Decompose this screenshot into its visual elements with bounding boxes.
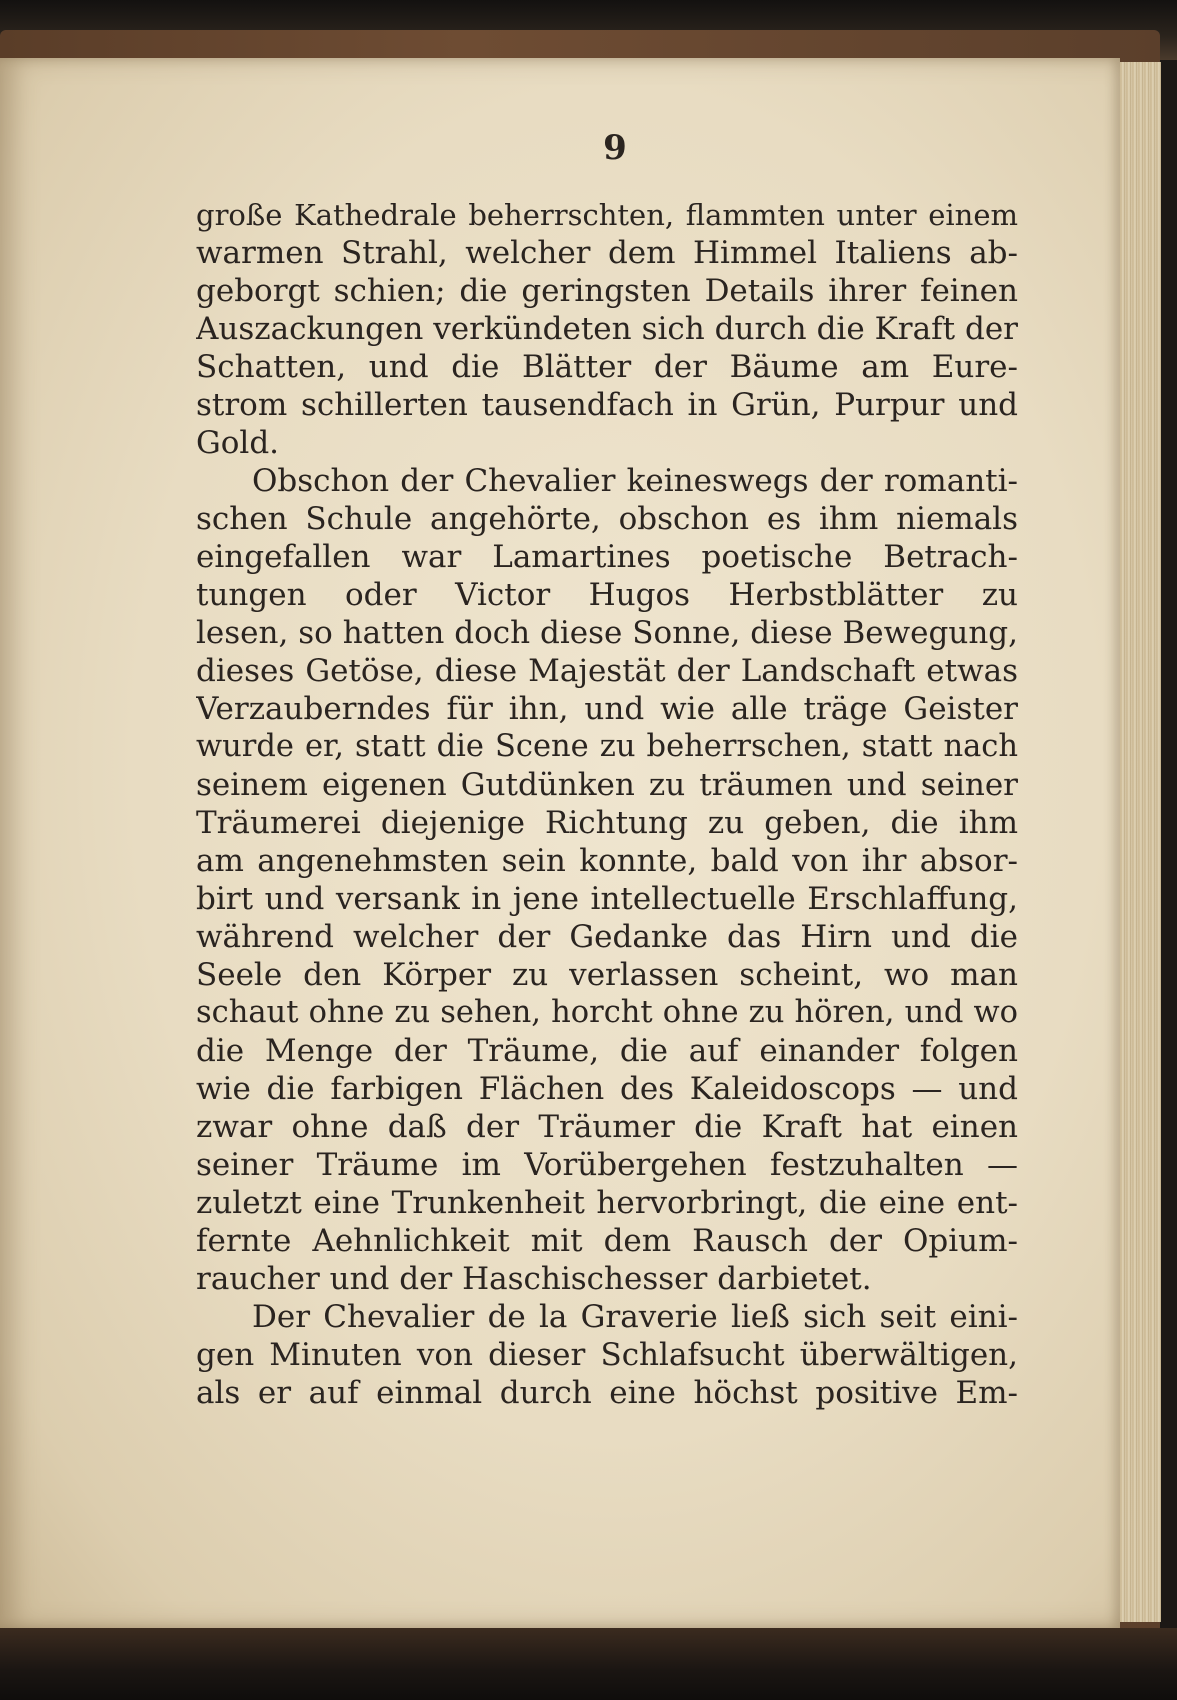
text-line: Auszackungen verkündeten sich durch die Kraft der: [196, 311, 1018, 347]
page-number: 9: [603, 128, 627, 168]
text-line: eingefallen war Lamartines poetische Betrach-: [196, 539, 1018, 575]
text-line: die Menge der Träume, die auf einander folgen: [196, 1033, 1018, 1069]
text-line: raucher und der Haschischesser darbietet.: [196, 1261, 872, 1297]
text-line: seiner Träume im Vorübergehen festzuhalten —: [196, 1147, 1018, 1183]
text-line: fernte Aehnlichkeit mit dem Rausch der Opium-: [196, 1223, 1018, 1259]
text-line: wurde er, statt die Scene zu beherrschen, statt nach: [196, 729, 1018, 764]
bottom-edge: [0, 1628, 1177, 1700]
text-line: lesen, so hatten doch diese Sonne, diese Bewegung,: [196, 615, 1018, 651]
text-line: zuletzt eine Trunkenheit hervorbringt, die eine ent-: [196, 1185, 1018, 1221]
text-line: Seele den Körper zu verlassen scheint, wo man: [196, 957, 1018, 993]
text-line: geborgt schien; die geringsten Details ihrer feinen: [196, 273, 1018, 309]
text-line: am angenehmsten sein konnte, bald von ihr absor-: [196, 843, 1018, 879]
text-line: Schatten, und die Blätter der Bäume am Eure-: [196, 349, 1018, 385]
text-line: große Kathedrale beherrschten, flammten unter einem: [196, 198, 1018, 232]
text-line: Gold.: [196, 425, 280, 461]
text-line: wie die farbigen Flächen des Kaleidoscops — und: [196, 1071, 1018, 1107]
text-line: während welcher der Gedanke das Hirn und die: [196, 919, 1018, 955]
text-line: schen Schule angehörte, obschon es ihm niemals: [196, 501, 1018, 537]
text-line: schaut ohne zu sehen, horcht ohne zu hören, und wo: [196, 995, 1018, 1030]
text-line: strom schillerten tausendfach in Grün, Purpur und: [196, 387, 1018, 423]
text-line: als er auf einmal durch eine höchst positive Em-: [196, 1375, 1018, 1411]
text-line: birt und versank in jene intellectuelle Erschlaffung,: [196, 881, 1018, 917]
text-line: tungen oder Victor Hugos Herbstblätter zu: [196, 577, 1018, 613]
text-line: warmen Strahl, welcher dem Himmel Italiens ab-: [196, 235, 1018, 271]
text-line: dieses Getöse, diese Majestät der Landschaft etwas: [196, 653, 1018, 689]
text-line: Träumerei diejenige Richtung zu geben, die ihm: [196, 805, 1018, 841]
body-text: [196, 196, 1018, 1412]
text-line: Verzauberndes für ihn, und wie alle träge Geister: [196, 691, 1018, 727]
text-line: zwar ohne daß der Träumer die Kraft hat einen: [196, 1109, 1018, 1145]
text-line: seinem eigenen Gutdünken zu träumen und seiner: [196, 767, 1018, 803]
text-line: gen Minuten von dieser Schlafsucht überwältigen,: [196, 1337, 1018, 1373]
text-line: Der Chevalier de la Graverie ließ sich seit eini-: [252, 1299, 1018, 1335]
text-line: Obschon der Chevalier keineswegs der romanti-: [252, 463, 1018, 499]
